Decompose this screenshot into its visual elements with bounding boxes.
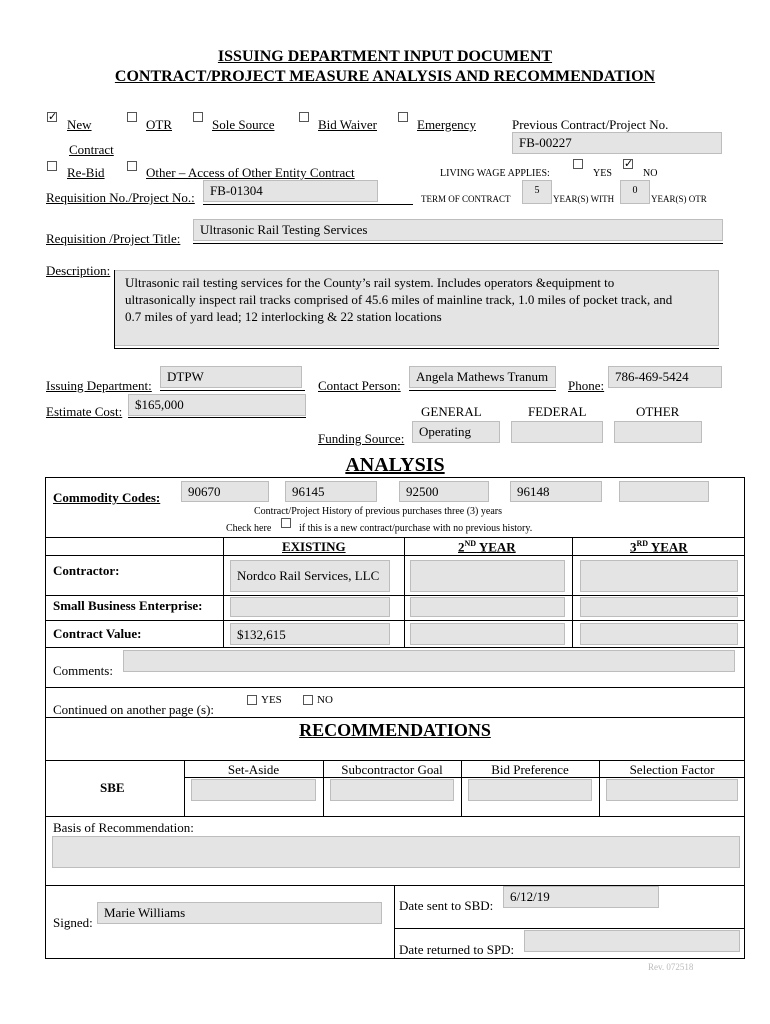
sole-source-label: Sole Source [212, 117, 275, 132]
rec-signed-divider [394, 885, 395, 959]
funding-label: Funding Source: [318, 431, 405, 446]
sbe-3rd-field[interactable] [580, 597, 738, 617]
living-wage-no-checkbox[interactable] [623, 159, 633, 169]
description-label: Description: [46, 263, 111, 278]
history-note: Contract/Project History of previous purchases three (3) years [254, 506, 502, 517]
check-icon: ✓ [48, 111, 58, 123]
requisition-label: Requisition No./Project No.: [46, 190, 195, 205]
col-3rd-year-header: 3RD YEAR [630, 539, 688, 555]
rec-row-sbe-label: SBE [100, 780, 125, 795]
otr-years-field[interactable]: 0 [620, 180, 650, 204]
description-line-1: Ultrasonic rail testing services for the County’s rail system. Includes operators &equipment to [125, 275, 615, 290]
commodity-label: Commodity Codes: [53, 490, 161, 505]
funding-general-field[interactable]: Operating [412, 421, 500, 443]
previous-field[interactable]: FB-00227 [512, 132, 722, 154]
sbe-existing-field[interactable] [230, 597, 390, 617]
check-here-label: Check here [226, 523, 272, 534]
rebid-label: Re-Bid [67, 165, 105, 180]
otr-label: OTR [146, 117, 172, 132]
rec-header-bottom [184, 777, 745, 778]
contact-label: Contact Person: [318, 378, 401, 393]
date-sent-label: Date sent to SBD: [399, 898, 494, 913]
requisition-underline [203, 204, 413, 205]
commodity-code-4[interactable]: 96148 [510, 481, 602, 502]
new-checkbox[interactable] [47, 112, 57, 122]
project-title-label: Requisition /Project Title: [46, 231, 181, 246]
rec-col-set-aside: Set-Aside [227, 762, 280, 777]
description-left-border [114, 270, 115, 348]
project-title-underline [193, 243, 723, 244]
doc-title-1: ISSUING DEPARTMENT INPUT DOCUMENT [217, 48, 553, 65]
contractor-3rd-field[interactable] [580, 560, 738, 592]
issuing-dept-label: Issuing Department: [46, 378, 152, 393]
living-wage-yes-label: YES [593, 168, 612, 179]
table-vline-2 [404, 537, 405, 647]
table-row-line-3 [45, 647, 745, 648]
commodity-code-1[interactable]: 90670 [181, 481, 269, 502]
bid-waiver-checkbox[interactable] [299, 112, 309, 122]
estimate-underline [128, 417, 306, 418]
phone-field[interactable]: 786-469-5424 [608, 366, 722, 388]
bid-waiver-label: Bid Waiver [318, 117, 378, 132]
term-years-with-label: YEAR(S) WITH [553, 194, 615, 204]
issuing-dept-underline [160, 390, 305, 391]
emergency-checkbox[interactable] [398, 112, 408, 122]
table-vline-1 [223, 537, 224, 647]
project-title-field[interactable]: Ultrasonic Rail Testing Services [193, 219, 723, 241]
table-row-line-5 [45, 717, 745, 718]
revision-note: Rev. 072518 [648, 962, 694, 972]
rec-subcontractor-goal-field[interactable] [330, 779, 454, 801]
estimate-field[interactable]: $165,000 [128, 394, 306, 416]
date-returned-field[interactable] [524, 930, 740, 952]
previous-label: Previous Contract/Project No. [512, 117, 669, 132]
rec-header-top [45, 760, 745, 761]
continued-label: Continued on another page (s): [53, 702, 215, 717]
phone-label: Phone: [568, 378, 605, 393]
table-vline-3 [572, 537, 573, 647]
date-returned-label: Date returned to SPD: [399, 942, 515, 957]
continued-no-label: NO [317, 694, 333, 706]
continued-no-checkbox[interactable] [303, 695, 313, 705]
other-label: Other – Access of Other Entity Contract [146, 165, 355, 180]
new-label: New [67, 117, 92, 132]
requisition-field[interactable]: FB-01304 [203, 180, 378, 202]
recommendations-heading: RECOMMENDATIONS [299, 720, 491, 740]
living-wage-yes-checkbox[interactable] [573, 159, 583, 169]
basis-field[interactable] [52, 836, 740, 868]
contact-field[interactable]: Angela Mathews Tranum [409, 366, 556, 388]
rec-row-line-3 [394, 928, 745, 929]
term-label: TERM OF CONTRACT [421, 194, 511, 204]
description-field[interactable] [114, 270, 719, 346]
basis-label: Basis of Recommendation: [53, 820, 194, 835]
col-existing-header: EXISTING [282, 539, 346, 554]
table-row-line-4 [45, 687, 745, 688]
commodity-code-3[interactable]: 92500 [399, 481, 489, 502]
analysis-heading: ANALYSIS [345, 454, 445, 476]
description-underline [114, 348, 719, 349]
contractor-existing-field[interactable]: Nordco Rail Services, LLC [230, 560, 390, 592]
doc-title-2: CONTRACT/PROJECT MEASURE ANALYSIS AND RECOMMENDATION [114, 68, 656, 85]
rec-col-subcontractor-goal: Subcontractor Goal [341, 762, 443, 777]
funding-other-header: OTHER [636, 404, 680, 419]
contract-value-3rd-field[interactable] [580, 623, 738, 645]
living-wage-no-label: NO [643, 168, 658, 179]
rec-row-line-1 [45, 816, 745, 817]
otr-years-label: YEAR(S) OTR [651, 194, 707, 204]
continued-yes-label: YES [261, 694, 282, 706]
check-here-note: if this is a new contract/purchase with no previous history. [299, 523, 533, 534]
sbe-2nd-field[interactable] [410, 597, 565, 617]
table-header-bottom [45, 555, 745, 556]
contractor-label: Contractor: [53, 563, 120, 578]
rec-set-aside-field[interactable] [191, 779, 316, 801]
contract-value-existing-field[interactable]: $132,615 [230, 623, 390, 645]
comments-label: Comments: [53, 663, 113, 678]
contact-underline [409, 390, 556, 391]
table-row-line-1 [45, 595, 745, 596]
signed-label: Signed: [53, 915, 93, 930]
rec-bid-preference-field[interactable] [468, 779, 592, 801]
date-sent-field[interactable]: 6/12/19 [503, 886, 659, 908]
commodity-code-5[interactable] [619, 481, 709, 502]
signed-field[interactable]: Marie Williams [97, 902, 382, 924]
check-icon: ✓ [624, 158, 634, 170]
sbe-label: Small Business Enterprise: [53, 598, 203, 613]
comments-field[interactable] [123, 650, 735, 672]
living-wage-label: LIVING WAGE APPLIES: [440, 168, 550, 179]
description-line-2: ultrasonically inspect rail tracks comprised of 45.6 miles of mainline track, 1.0 miles of pocket track, and [125, 292, 673, 307]
estimate-label: Estimate Cost: [46, 404, 123, 419]
rec-col-selection-factor: Selection Factor [629, 762, 715, 777]
description-line-3: 0.7 miles of yard lead; 12 interlocking & 22 station locations [125, 309, 442, 324]
emergency-label: Emergency [417, 117, 476, 132]
no-history-checkbox[interactable] [281, 518, 291, 528]
funding-federal-field[interactable] [511, 421, 603, 443]
contract-label: Contract [69, 142, 114, 157]
rec-col-bid-preference: Bid Preference [491, 762, 569, 777]
table-header-top [45, 537, 745, 538]
other-checkbox[interactable] [127, 161, 137, 171]
contract-value-2nd-field[interactable] [410, 623, 565, 645]
rebid-checkbox[interactable] [47, 161, 57, 171]
contract-value-label: Contract Value: [53, 626, 142, 641]
col-2nd-year-header: 2ND YEAR [458, 539, 516, 555]
contractor-2nd-field[interactable] [410, 560, 565, 592]
rec-selection-factor-field[interactable] [606, 779, 738, 801]
funding-federal-header: FEDERAL [528, 404, 587, 419]
funding-other-field[interactable] [614, 421, 702, 443]
term-years-field[interactable]: 5 [522, 180, 552, 204]
otr-checkbox[interactable] [127, 112, 137, 122]
funding-general-header: GENERAL [421, 404, 482, 419]
sole-source-checkbox[interactable] [193, 112, 203, 122]
commodity-code-2[interactable]: 96145 [285, 481, 377, 502]
continued-yes-checkbox[interactable] [247, 695, 257, 705]
issuing-dept-field[interactable]: DTPW [160, 366, 302, 388]
table-row-line-2 [45, 620, 745, 621]
